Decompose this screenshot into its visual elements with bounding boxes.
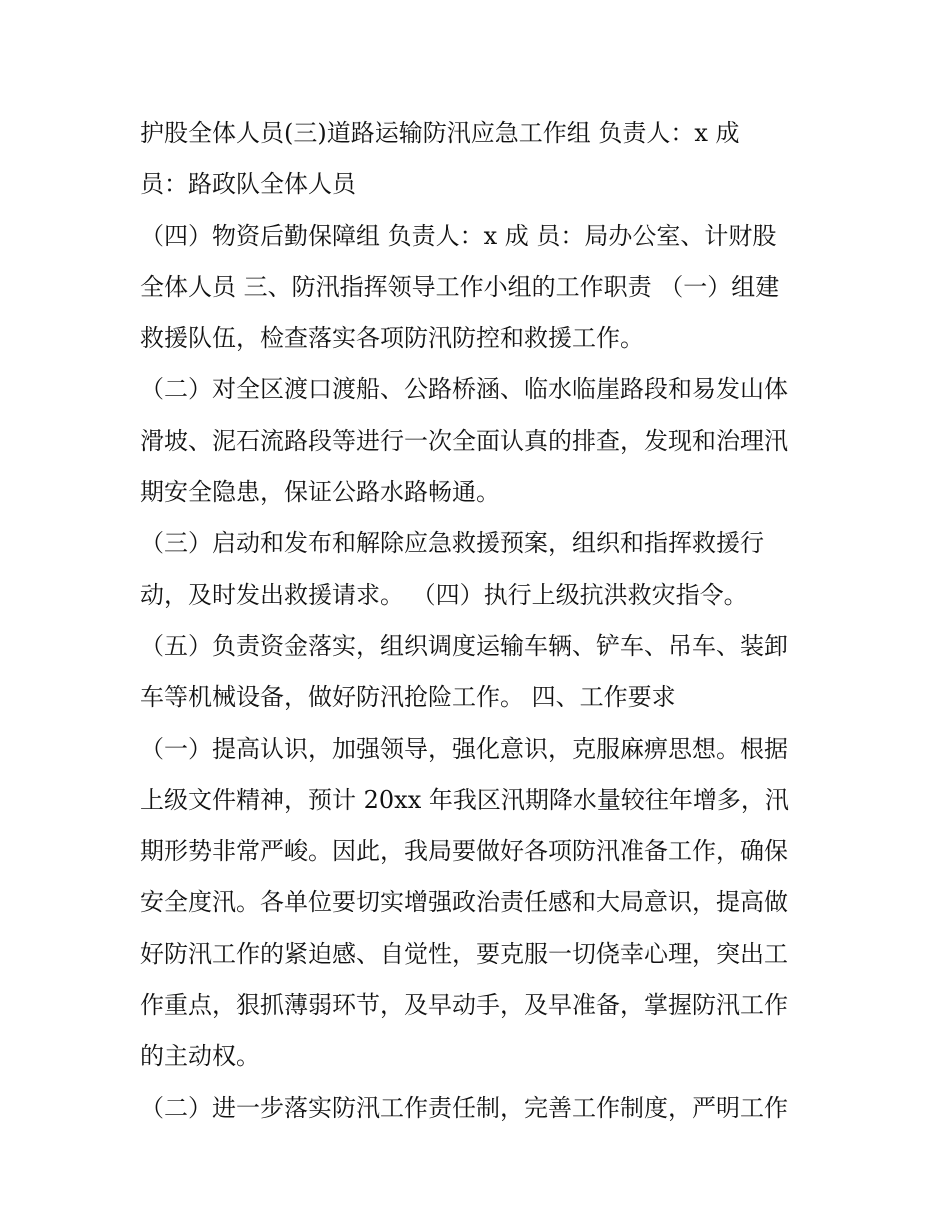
document-body bbox=[140, 108, 820, 1134]
text-line: （一）提高认识，加强领导，强化意识，克服麻痹思想。根据 bbox=[140, 734, 788, 763]
text-line: （五）负责资金落实，组织调度运输车辆、铲车、吊车、装卸 bbox=[140, 631, 788, 660]
text-line: 作重点，狠抓薄弱环节，及早动手，及早准备，掌握防汛工作 bbox=[140, 991, 788, 1020]
text-line: 安全度汛。各单位要切实增强政治责任感和大局意识，提高做 bbox=[140, 888, 788, 917]
text-line: 滑坡、泥石流路段等进行一次全面认真的排查，发现和治理汛 bbox=[140, 426, 788, 455]
text-line: 上级文件精神，预计 20xx 年我区汛期降水量较往年增多，汛 bbox=[140, 785, 789, 814]
text-line: 的主动权。 bbox=[140, 1042, 260, 1071]
text-line: （二）对全区渡口渡船、公路桥涵、临水临崖路段和易发山体 bbox=[140, 375, 788, 404]
text-line: （四）物资后勤保障组 负责人：x 成 员：局办公室、计财股 bbox=[140, 221, 777, 250]
text-line: （二）进一步落实防汛工作责任制，完善工作制度，严明工作 bbox=[140, 1093, 788, 1122]
text-line: 期形势非常严峻。因此，我局要做好各项防汛准备工作，确保 bbox=[140, 837, 788, 866]
text-line: 动，及时发出救援请求。 （四）执行上级抗洪救灾指令。 bbox=[140, 580, 748, 609]
text-line: 员：路政队全体人员 bbox=[140, 170, 356, 199]
text-line: 全体人员 三、防汛指挥领导工作小组的工作职责 （一）组建 bbox=[140, 272, 780, 301]
text-line: （三）启动和发布和解除应急救援预案，组织和指挥救援行 bbox=[140, 529, 764, 558]
text-line: 期安全隐患，保证公路水路畅通。 bbox=[140, 478, 500, 507]
text-line: 护股全体人员(三)道路运输防汛应急工作组 负责人：x 成 bbox=[140, 119, 740, 147]
text-line: 车等机械设备，做好防汛抢险工作。 四、工作要求 bbox=[140, 683, 676, 712]
text-line: 救援队伍，检查落实各项防汛防控和救援工作。 bbox=[140, 324, 644, 353]
text-line: 好防汛工作的紧迫感、自觉性，要克服一切侥幸心理，突出工 bbox=[140, 939, 788, 968]
